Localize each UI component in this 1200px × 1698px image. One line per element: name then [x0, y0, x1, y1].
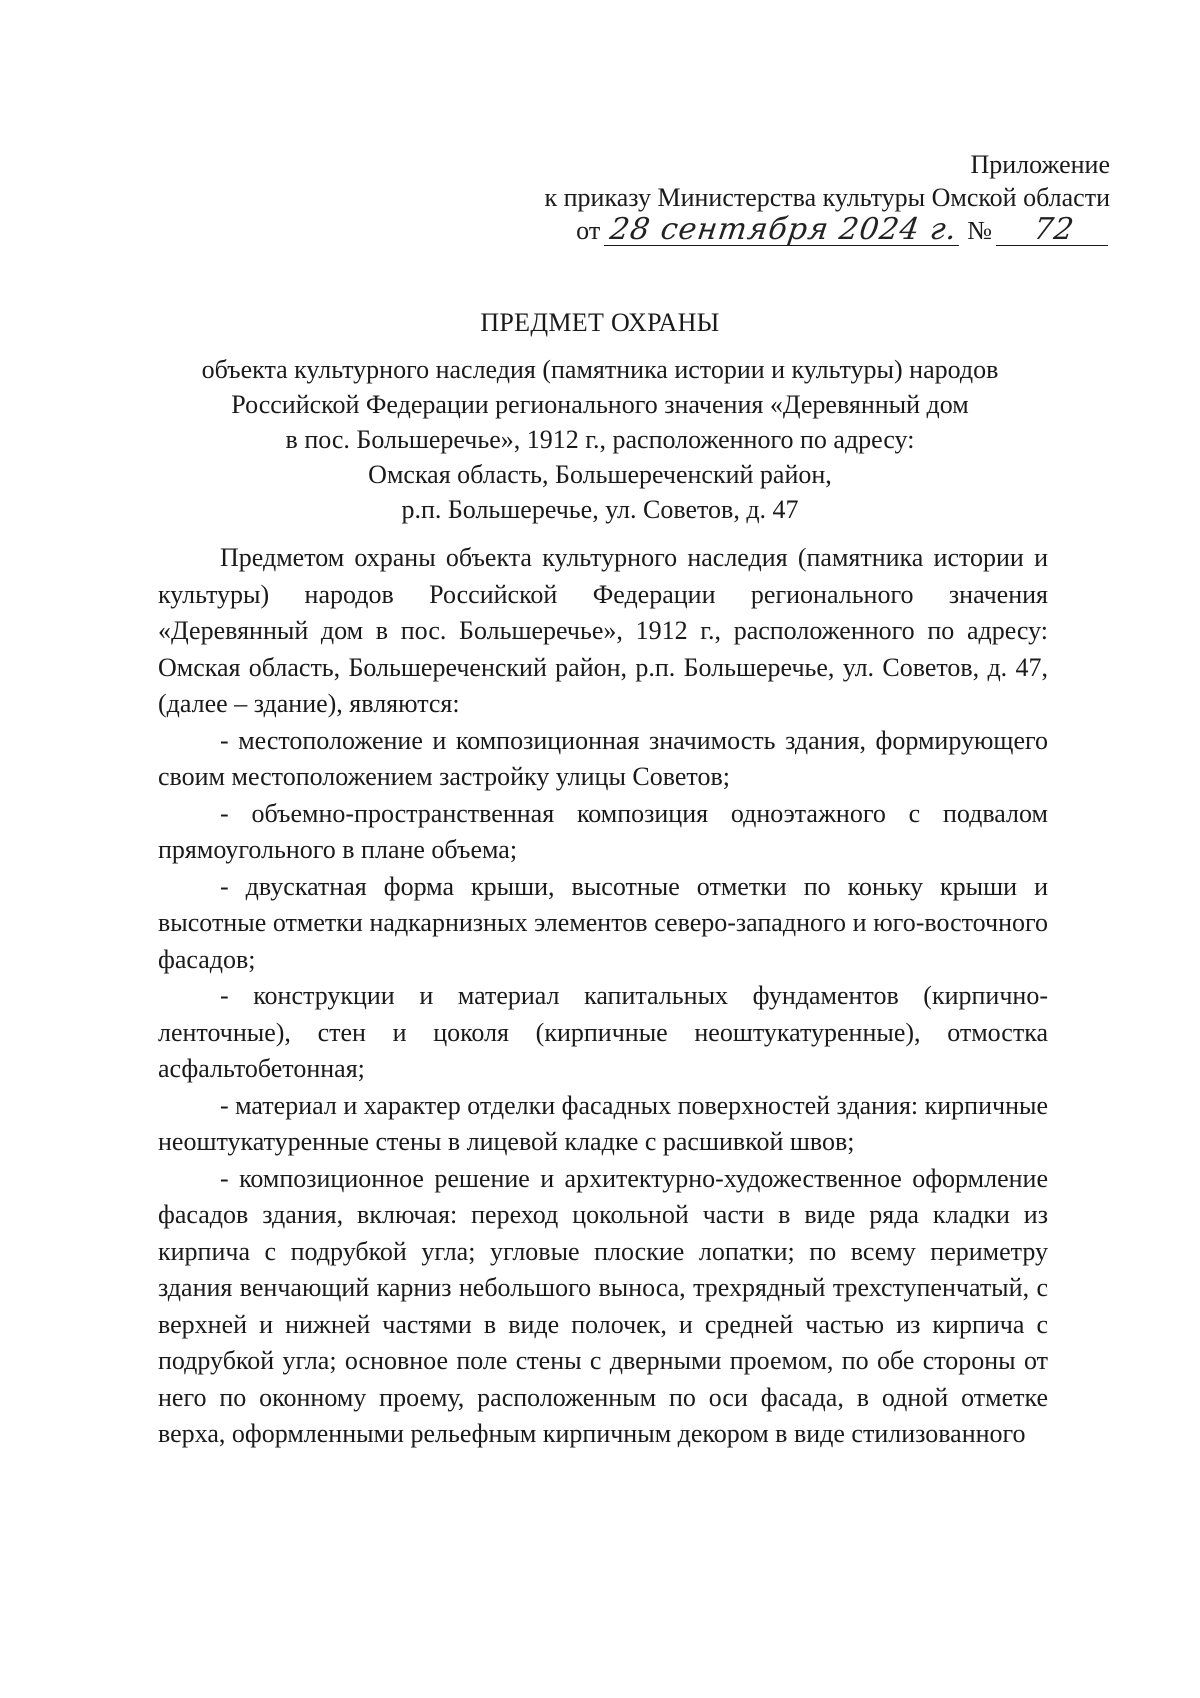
body-paragraph-item: - объемно-пространственная композиция одноэтажного с подвалом прямоугольного в плане объема;	[158, 798, 1048, 864]
subtitle-line: объекта культурного наследия (памятника истории и культуры) народов	[201, 355, 999, 384]
document-subtitle	[150, 352, 1050, 527]
appendix-label: Приложение	[970, 150, 1110, 179]
date-prefix: от	[576, 216, 601, 245]
appendix-block	[470, 148, 1110, 247]
subtitle-line: р.п. Большеречье, ул. Советов, д. 47	[401, 495, 799, 524]
document-body	[158, 540, 1048, 1453]
handwritten-number: 72	[996, 215, 1112, 246]
body-paragraph-item: - композиционное решение и архитектурно-художественное оформление фасадов здания, включая: переход цокольной части в виде ряда кладки из кирпича с подрубкой угла; угловые плоские лопатки; по всему периметру здания венчающий карниз небольшого выноса, трехрядный трехступенчатый, с верхней и нижней частями в виде полочек, и средней частью из кирпича с подрубкой угла; основное поле стены с дверными проемом, по обе стороны от него по оконному проему, расположенным по оси фасада, в одной отметке верха, оформленными рельефным кирпичным декором в виде стилизованного	[158, 1163, 1048, 1448]
document-title: ПРЕДМЕТ ОХРАНЫ	[480, 308, 720, 337]
body-paragraph-intro: Предметом охраны объекта культурного наследия (памятника истории и культуры) народов Российской Федерации регионального значения «Деревянный дом в пос. Большеречье», 1912 г., расположенного по адресу: Омская область, Большереченский район, р.п. Большеречье, ул. Советов, д. 47, (далее – здание), являются:	[158, 543, 1048, 718]
subtitle-line: в пос. Большеречье», 1912 г., расположенного по адресу:	[285, 425, 915, 454]
number-prefix: №	[967, 216, 992, 245]
appendix-date-row	[470, 214, 1110, 247]
handwritten-date: 28 сентября 2024 г.	[604, 215, 963, 246]
appendix-order-reference: к приказу Министерства культуры Омской области	[544, 183, 1110, 212]
subtitle-line: Российской Федерации регионального значения «Деревянный дом	[231, 390, 969, 419]
body-paragraph-item: - конструкции и материал капитальных фундаментов (кирпично-ленточные), стен и цоколя (кирпичные неоштукатуренные), отмостка асфальтобетонная;	[158, 981, 1048, 1083]
body-paragraph-item: - местоположение и композиционная значимость здания, формирующего своим местоположением застройку улицы Советов;	[158, 725, 1048, 791]
body-paragraph-item: - двускатная форма крыши, высотные отметки по коньку крыши и высотные отметки надкарнизных элементов северо-западного и юго-восточного фасадов;	[158, 871, 1048, 974]
subtitle-line: Омская область, Большереченский район,	[368, 460, 832, 489]
body-paragraph-item: - материал и характер отделки фасадных поверхностей здания: кирпичные неоштукатуренные стены в лицевой кладке с расшивкой швов;	[158, 1090, 1049, 1156]
